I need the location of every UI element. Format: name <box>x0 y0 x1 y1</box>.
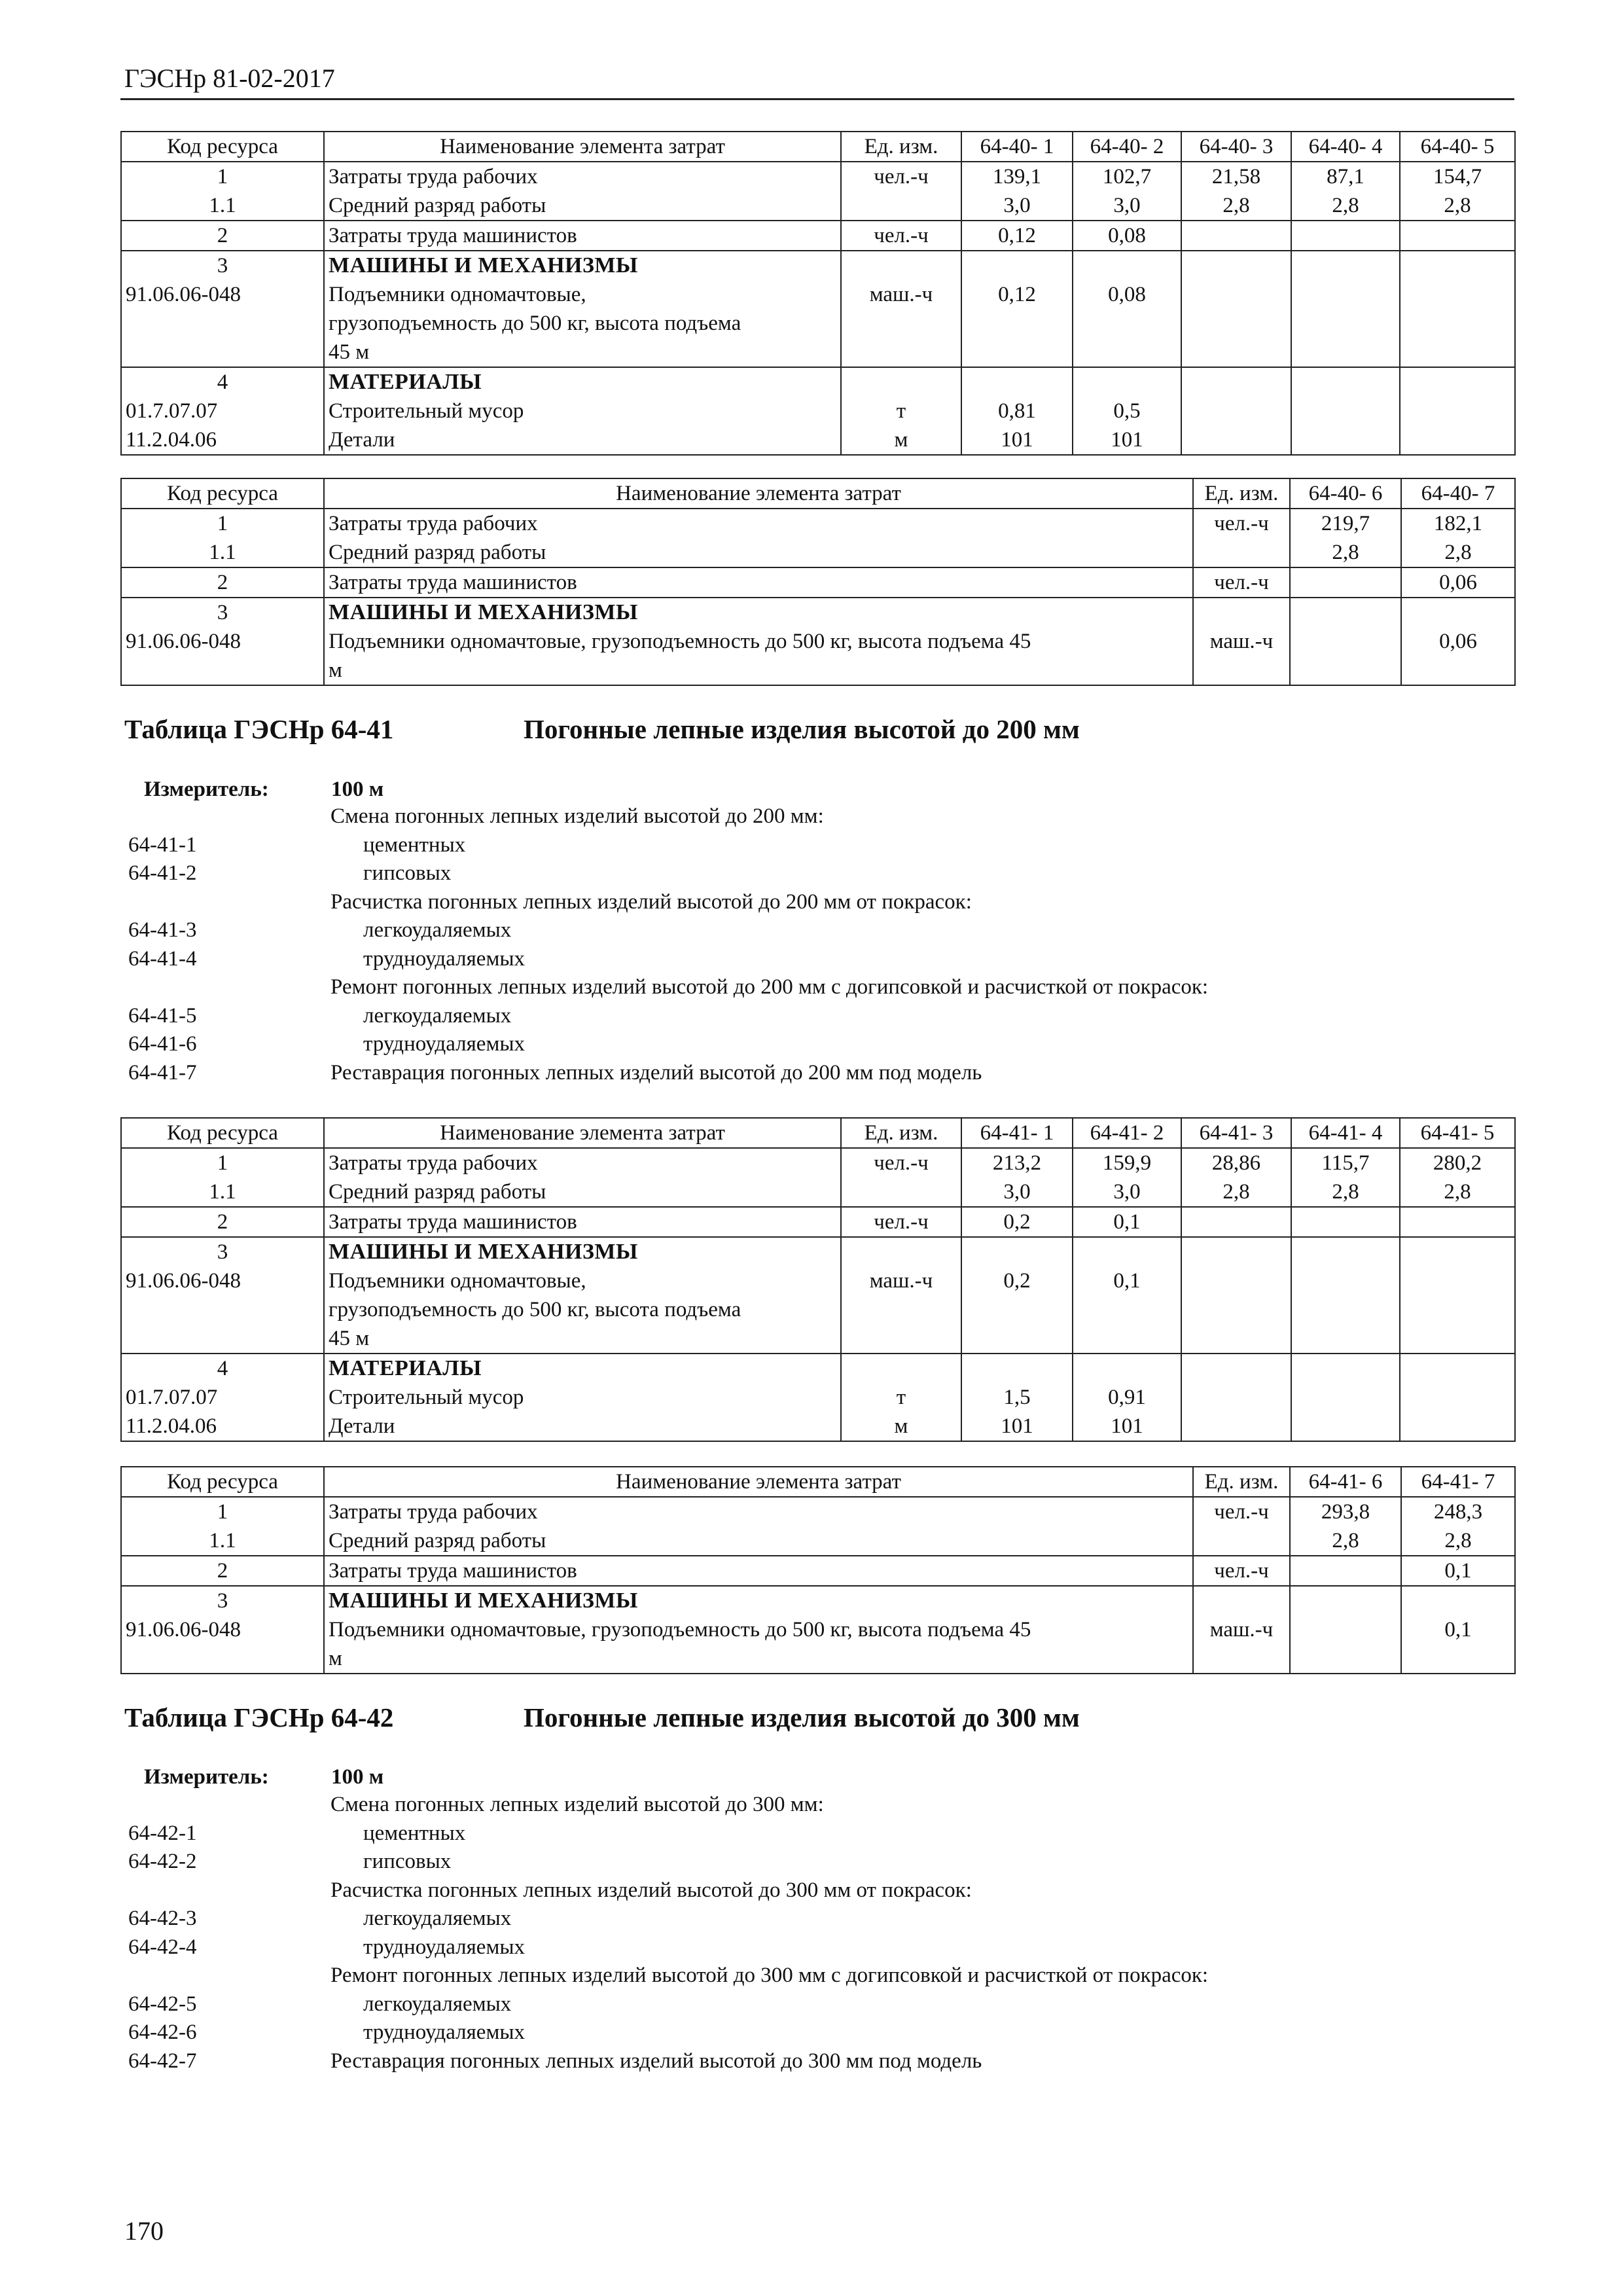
col-header-norm: 64-41- 4 <box>1291 1118 1400 1148</box>
resource-code: 91.06.06-048 <box>121 627 324 656</box>
norm-value <box>1400 397 1515 425</box>
table-title-text-64-41: Погонные лепные изделия высотой до 200 мм <box>524 714 1080 744</box>
section-heading-machines: МАШИНЫ И МЕХАНИЗМЫ <box>324 1586 1193 1615</box>
norm-code: 64-41-4 <box>128 946 197 971</box>
section-heading-machines: МАШИНЫ И МЕХАНИЗМЫ <box>324 598 1193 627</box>
norm-value: 0,91 <box>1073 1383 1181 1412</box>
resource-table-64-41-part2 <box>120 1466 1516 1674</box>
resource-name: Затраты труда машинистов <box>324 567 1193 598</box>
col-header-norm: 64-41- 6 <box>1290 1467 1401 1497</box>
resource-name-continued: 45 м <box>324 338 841 367</box>
table-row <box>121 162 1515 191</box>
norm-value: 0,1 <box>1401 1556 1515 1586</box>
resource-code: 1 <box>121 1148 324 1177</box>
norm-value <box>1181 1266 1291 1295</box>
resource-code: 1.1 <box>121 1177 324 1207</box>
resource-code: 1 <box>121 509 324 538</box>
resource-code: 11.2.04.06 <box>121 1412 324 1441</box>
norm-value: 0,08 <box>1073 280 1181 309</box>
resource-table-64-40-part1 <box>120 131 1516 456</box>
table-title-number-64-42: Таблица ГЭСНр 64-42 <box>124 1702 394 1732</box>
norm-value: 3,0 <box>1073 1177 1181 1207</box>
resource-name: Затраты труда рабочих <box>324 162 841 191</box>
table-row <box>121 280 1515 309</box>
resource-unit: маш.-ч <box>1193 1615 1290 1644</box>
table-row <box>121 1497 1515 1526</box>
norm-value: 2,8 <box>1181 1177 1291 1207</box>
resource-name: Детали <box>324 425 841 455</box>
resource-name: Средний разряд работы <box>324 1177 841 1207</box>
resource-name: Затраты труда машинистов <box>324 1556 1193 1586</box>
norm-value: 182,1 <box>1401 509 1515 538</box>
table-row <box>121 1586 1515 1615</box>
table-row <box>121 1177 1515 1207</box>
norm-description: трудноудаляемых <box>363 2020 526 2044</box>
resource-code: 1 <box>121 162 324 191</box>
section-heading-machines: МАШИНЫ И МЕХАНИЗМЫ <box>324 251 841 280</box>
norm-value <box>1181 1207 1291 1237</box>
norm-value: 2,8 <box>1290 538 1401 567</box>
resource-table-64-41-part1 <box>120 1117 1516 1442</box>
norm-value: 115,7 <box>1291 1148 1400 1177</box>
table-title-number-64-41: Таблица ГЭСНр 64-41 <box>124 714 394 744</box>
resource-unit: чел.-ч <box>841 162 961 191</box>
resource-unit: чел.-ч <box>1193 1556 1290 1586</box>
norm-value <box>1400 221 1515 251</box>
header-rule <box>120 98 1514 100</box>
resource-unit: чел.-ч <box>841 1207 961 1237</box>
resource-name: Средний разряд работы <box>324 538 1193 567</box>
resource-name: Подъемники одномачтовые, <box>324 280 841 309</box>
col-header-norm: 64-40- 5 <box>1400 132 1515 162</box>
norm-value: 0,12 <box>961 221 1073 251</box>
norm-value: 2,8 <box>1400 191 1515 221</box>
norm-value: 2,8 <box>1400 1177 1515 1207</box>
table-row <box>121 251 1515 280</box>
resource-name-continued: грузоподъемность до 500 кг, высота подъема <box>324 309 841 338</box>
norm-value <box>1181 397 1291 425</box>
norm-description: легкоудаляемых <box>363 918 512 942</box>
norm-value: 2,8 <box>1401 538 1515 567</box>
norm-code: 64-42-3 <box>128 1907 197 1930</box>
norm-value <box>1291 280 1400 309</box>
table-row <box>121 221 1515 251</box>
table-title-text-64-42: Погонные лепные изделия высотой до 300 мм <box>524 1702 1080 1732</box>
col-header-norm: 64-40- 3 <box>1181 132 1291 162</box>
table-row <box>121 567 1515 598</box>
section-heading-materials: МАТЕРИАЛЫ <box>324 1354 841 1383</box>
norm-value: 0,81 <box>961 397 1073 425</box>
resource-code: 4 <box>121 367 324 397</box>
resource-name-continued: 45 м <box>324 1324 841 1354</box>
norm-value: 3,0 <box>961 1177 1073 1207</box>
resource-unit: м <box>841 1412 961 1441</box>
table-row <box>121 1266 1515 1295</box>
col-header-unit: Ед. изм. <box>1193 478 1290 509</box>
col-header-code: Код ресурса <box>121 1467 324 1497</box>
norm-value <box>1290 1615 1401 1644</box>
norm-code: 64-42-5 <box>128 1992 197 2016</box>
table-row <box>121 1383 1515 1412</box>
section-heading-materials: МАТЕРИАЛЫ <box>324 367 841 397</box>
resource-code: 2 <box>121 567 324 598</box>
table-row <box>121 425 1515 455</box>
table-row <box>121 598 1515 627</box>
col-header-norm: 64-40- 4 <box>1291 132 1400 162</box>
norm-value: 159,9 <box>1073 1148 1181 1177</box>
resource-code: 1.1 <box>121 538 324 567</box>
col-header-norm: 64-41- 3 <box>1181 1118 1291 1148</box>
col-header-code: Код ресурса <box>121 478 324 509</box>
norm-code: 64-41-1 <box>128 833 197 857</box>
col-header-name: Наименование элемента затрат <box>324 1118 841 1148</box>
resource-name: Средний разряд работы <box>324 1526 1193 1556</box>
norm-value <box>1290 567 1401 598</box>
norm-value: 87,1 <box>1291 162 1400 191</box>
col-header-norm: 64-41- 2 <box>1073 1118 1181 1148</box>
resource-unit: чел.-ч <box>841 1148 961 1177</box>
resource-table-64-40-part2 <box>120 478 1516 686</box>
norm-group-heading: Расчистка погонных лепных изделий высотой до 300 мм от покрасок: <box>330 1878 972 1902</box>
resource-unit: чел.-ч <box>841 221 961 251</box>
table-row <box>121 1412 1515 1441</box>
table-row <box>121 1207 1515 1237</box>
resource-name: Подъемники одномачтовые, грузоподъемность до 500 кг, высота подъема 45 <box>324 627 1193 656</box>
resource-code: 1 <box>121 1497 324 1526</box>
resource-name-continued: м <box>324 1644 1193 1674</box>
norm-value: 102,7 <box>1073 162 1181 191</box>
table-row <box>121 191 1515 221</box>
norm-value <box>1291 1266 1400 1295</box>
norm-description: цементных <box>363 1821 466 1845</box>
resource-unit <box>1193 538 1290 567</box>
table-header-row <box>121 132 1515 162</box>
col-header-norm: 64-40- 7 <box>1401 478 1515 509</box>
table-row <box>121 367 1515 397</box>
col-header-name: Наименование элемента затрат <box>324 132 841 162</box>
resource-name-continued: м <box>324 656 1193 685</box>
resource-code: 1.1 <box>121 1526 324 1556</box>
resource-name: Затраты труда рабочих <box>324 1497 1193 1526</box>
norm-code: 64-41-6 <box>128 1032 197 1056</box>
resource-name: Подъемники одномачтовые, <box>324 1266 841 1295</box>
resource-unit: м <box>841 425 961 455</box>
resource-name: Строительный мусор <box>324 397 841 425</box>
norm-description: трудноудаляемых <box>363 1032 526 1056</box>
table-row <box>121 509 1515 538</box>
col-header-name: Наименование элемента затрат <box>324 478 1193 509</box>
norm-code: 64-42-2 <box>128 1850 197 1873</box>
resource-code: 01.7.07.07 <box>121 397 324 425</box>
section-heading-machines: МАШИНЫ И МЕХАНИЗМЫ <box>324 1237 841 1266</box>
norm-value: 219,7 <box>1290 509 1401 538</box>
norm-code: 64-41-5 <box>128 1003 197 1028</box>
resource-name: Строительный мусор <box>324 1383 841 1412</box>
col-header-name: Наименование элемента затрат <box>324 1467 1193 1497</box>
norm-value: 293,8 <box>1290 1497 1401 1526</box>
norm-code: 64-42-4 <box>128 1935 197 1959</box>
norm-value: 0,08 <box>1073 221 1181 251</box>
norm-value: 2,8 <box>1401 1526 1515 1556</box>
norm-value: 2,8 <box>1291 191 1400 221</box>
norm-value: 0,2 <box>961 1266 1073 1295</box>
norm-value <box>1290 627 1401 656</box>
norm-description: легкоудаляемых <box>363 1992 512 2016</box>
norm-code: 64-41-7 <box>128 1060 197 1085</box>
norm-value: 101 <box>1073 1412 1181 1441</box>
resource-code: 91.06.06-048 <box>121 1266 324 1295</box>
resource-code: 3 <box>121 1586 324 1615</box>
col-header-code: Код ресурса <box>121 1118 324 1148</box>
norm-group-heading: Ремонт погонных лепных изделий высотой до 300 мм с догипсовкой и расчисткой от покрасок: <box>330 1964 1209 1987</box>
resource-code: 1.1 <box>121 191 324 221</box>
resource-code: 2 <box>121 221 324 251</box>
table-row <box>121 397 1515 425</box>
table-row <box>121 1295 1515 1324</box>
norm-code: 64-42-7 <box>128 2049 197 2073</box>
resource-name-continued: грузоподъемность до 500 кг, высота подъема <box>324 1295 841 1324</box>
norm-value: 280,2 <box>1400 1148 1515 1177</box>
resource-name: Детали <box>324 1412 841 1441</box>
norm-code: 64-42-1 <box>128 1821 197 1845</box>
resource-unit: т <box>841 1383 961 1412</box>
norm-value <box>1291 1383 1400 1412</box>
resource-code: 01.7.07.07 <box>121 1383 324 1412</box>
table-row <box>121 1615 1515 1644</box>
resource-code: 3 <box>121 1237 324 1266</box>
col-header-norm: 64-40- 1 <box>961 132 1073 162</box>
table-row <box>121 656 1515 685</box>
resource-name: Затраты труда машинистов <box>324 221 841 251</box>
resource-unit: чел.-ч <box>1193 567 1290 598</box>
resource-unit <box>841 1177 961 1207</box>
measure-label: Измеритель: <box>144 778 269 801</box>
norm-value <box>1291 397 1400 425</box>
col-header-norm: 64-41- 7 <box>1401 1467 1515 1497</box>
resource-name: Подъемники одномачтовые, грузоподъемность до 500 кг, высота подъема 45 <box>324 1615 1193 1644</box>
norm-value: 248,3 <box>1401 1497 1515 1526</box>
resource-code: 3 <box>121 251 324 280</box>
table-row <box>121 1526 1515 1556</box>
col-header-norm: 64-41- 5 <box>1400 1118 1515 1148</box>
resource-unit: маш.-ч <box>841 1266 961 1295</box>
col-header-norm: 64-41- 1 <box>961 1118 1073 1148</box>
norm-value: 1,5 <box>961 1383 1073 1412</box>
resource-name: Средний разряд работы <box>324 191 841 221</box>
norm-code: 64-41-2 <box>128 861 197 885</box>
norm-value: 3,0 <box>1073 191 1181 221</box>
norm-value: 2,8 <box>1290 1526 1401 1556</box>
norm-value <box>1291 221 1400 251</box>
norm-description: гипсовых <box>363 861 452 885</box>
resource-unit: чел.-ч <box>1193 1497 1290 1526</box>
norm-value: 21,58 <box>1181 162 1291 191</box>
col-header-norm: 64-40- 2 <box>1073 132 1181 162</box>
table-row <box>121 627 1515 656</box>
norm-value <box>1400 425 1515 455</box>
resource-code: 2 <box>121 1207 324 1237</box>
norm-value <box>1291 1207 1400 1237</box>
norm-value <box>1290 1556 1401 1586</box>
norm-description: трудноудаляемых <box>363 1935 526 1959</box>
norm-value: 213,2 <box>961 1148 1073 1177</box>
norm-value <box>1181 221 1291 251</box>
norm-value: 139,1 <box>961 162 1073 191</box>
resource-unit <box>841 191 961 221</box>
norm-value: 3,0 <box>961 191 1073 221</box>
table-row <box>121 1644 1515 1674</box>
norm-value <box>1400 1383 1515 1412</box>
col-header-norm: 64-40- 6 <box>1290 478 1401 509</box>
col-header-unit: Ед. изм. <box>841 132 961 162</box>
col-header-unit: Ед. изм. <box>1193 1467 1290 1497</box>
table-row <box>121 1148 1515 1177</box>
table-header-row <box>121 1118 1515 1148</box>
norm-description: Реставрация погонных лепных изделий высотой до 200 мм под модель <box>330 1060 982 1085</box>
measure-line-64-42 <box>144 1765 1322 1794</box>
resource-unit <box>1193 1526 1290 1556</box>
norm-value: 0,12 <box>961 280 1073 309</box>
page-number: 170 <box>124 2216 164 2246</box>
resource-code: 11.2.04.06 <box>121 425 324 455</box>
resource-unit: маш.-ч <box>841 280 961 309</box>
norm-value: 0,1 <box>1073 1266 1181 1295</box>
norm-description: легкоудаляемых <box>363 1907 512 1930</box>
norm-description: гипсовых <box>363 1850 452 1873</box>
measure-line-64-41 <box>144 778 1322 806</box>
col-header-unit: Ед. изм. <box>841 1118 961 1148</box>
norm-group-heading: Расчистка погонных лепных изделий высотой до 200 мм от покрасок: <box>330 889 972 914</box>
norm-value: 0,2 <box>961 1207 1073 1237</box>
norm-value <box>1400 1412 1515 1441</box>
norm-group-heading: Смена погонных лепных изделий высотой до 300 мм: <box>330 1793 824 1816</box>
norm-value: 0,1 <box>1401 1615 1515 1644</box>
resource-name: Затраты труда рабочих <box>324 1148 841 1177</box>
resource-code: 91.06.06-048 <box>121 280 324 309</box>
table-header-row <box>121 478 1515 509</box>
measure-value: 100 м <box>331 1765 384 1789</box>
resource-name: Затраты труда машинистов <box>324 1207 841 1237</box>
norm-code: 64-41-3 <box>128 918 197 942</box>
resource-code: 91.06.06-048 <box>121 1615 324 1644</box>
table-row <box>121 1237 1515 1266</box>
norm-value: 0,1 <box>1073 1207 1181 1237</box>
norm-value: 0,06 <box>1401 627 1515 656</box>
norm-value: 101 <box>1073 425 1181 455</box>
resource-code: 4 <box>121 1354 324 1383</box>
norm-value <box>1400 1266 1515 1295</box>
norm-value: 2,8 <box>1291 1177 1400 1207</box>
norm-group-heading: Ремонт погонных лепных изделий высотой до 200 мм с догипсовкой и расчисткой от покрасок: <box>330 975 1209 999</box>
norm-description: легкоудаляемых <box>363 1003 512 1028</box>
table-row <box>121 338 1515 367</box>
resource-name: Затраты труда рабочих <box>324 509 1193 538</box>
norm-value <box>1181 1412 1291 1441</box>
norm-code: 64-42-6 <box>128 2020 197 2044</box>
norm-value <box>1400 1207 1515 1237</box>
table-row <box>121 1556 1515 1586</box>
norm-value <box>1400 280 1515 309</box>
norm-group-heading: Смена погонных лепных изделий высотой до 200 мм: <box>330 804 824 828</box>
norm-value: 154,7 <box>1400 162 1515 191</box>
norm-value <box>1291 425 1400 455</box>
norm-value: 0,5 <box>1073 397 1181 425</box>
norm-description: трудноудаляемых <box>363 946 526 971</box>
norm-description: цементных <box>363 833 466 857</box>
norm-value <box>1181 1383 1291 1412</box>
resource-code: 3 <box>121 598 324 627</box>
resource-unit: маш.-ч <box>1193 627 1290 656</box>
resource-unit: т <box>841 397 961 425</box>
resource-unit: чел.-ч <box>1193 509 1290 538</box>
norm-value <box>1291 1412 1400 1441</box>
col-header-code: Код ресурса <box>121 132 324 162</box>
norm-value: 0,06 <box>1401 567 1515 598</box>
norm-value <box>1181 280 1291 309</box>
norm-value: 101 <box>961 1412 1073 1441</box>
table-row <box>121 1324 1515 1354</box>
measure-label: Измеритель: <box>144 1765 269 1789</box>
table-header-row <box>121 1467 1515 1497</box>
resource-code: 2 <box>121 1556 324 1586</box>
norm-value <box>1181 425 1291 455</box>
norm-value: 2,8 <box>1181 191 1291 221</box>
norm-description: Реставрация погонных лепных изделий высотой до 300 мм под модель <box>330 2049 982 2073</box>
norm-value: 101 <box>961 425 1073 455</box>
table-row <box>121 1354 1515 1383</box>
table-row <box>121 538 1515 567</box>
measure-value: 100 м <box>331 778 384 801</box>
norm-value: 28,86 <box>1181 1148 1291 1177</box>
table-row <box>121 309 1515 338</box>
running-header: ГЭСНр 81-02-2017 <box>124 63 335 93</box>
